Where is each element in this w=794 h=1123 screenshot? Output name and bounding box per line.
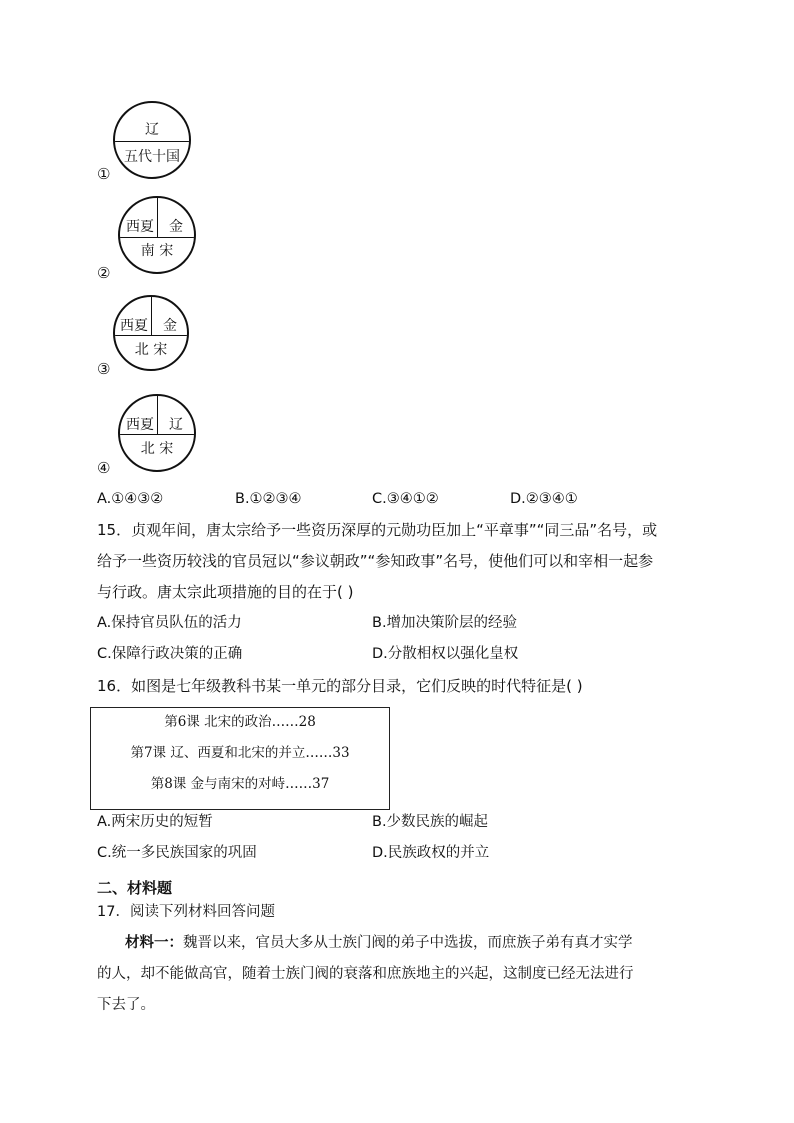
q16-toc-line-1: 第6课 北宋的政治……28: [164, 714, 316, 730]
diagram-4-top-right: 辽: [169, 417, 183, 433]
diagram-4-circle: [118, 394, 196, 472]
q16-option-c[interactable]: C.统一多民族国家的巩固: [97, 845, 257, 861]
material-1-line-1: [125, 933, 633, 953]
diagram-1-circle: [113, 101, 191, 179]
diagram-3-bottom: 北 宋: [134, 342, 168, 358]
diagram-4-bottom: 北 宋: [140, 441, 174, 457]
q16-option-b[interactable]: B.少数民族的崛起: [372, 814, 489, 830]
diagram-3-top-left: 西夏: [120, 318, 148, 334]
q15-stem-line-3: 与行政。唐太宗此项措施的目的在于( ): [97, 583, 354, 601]
diagram-1-label: ①: [97, 165, 111, 183]
q16-option-d[interactable]: D.民族政权的并立: [372, 845, 490, 861]
q16-toc-line-2: 第7课 辽、西夏和北宋的并立……33: [130, 745, 350, 761]
diagram-3-label: ③: [97, 360, 111, 378]
q15-stem-line-1: 15．贞观年间，唐太宗给予一些资历深厚的元勋功臣加上“平章事”“同三品”名号，或: [97, 521, 658, 539]
q15-option-a[interactable]: A.保持官员队伍的活力: [97, 615, 242, 631]
diagram-3-top-right: 金: [163, 318, 177, 334]
section-2-title: 二、材料题: [97, 879, 173, 897]
material-1-line-3: 下去了。: [97, 997, 155, 1013]
q15-option-b[interactable]: B.增加决策阶层的经验: [372, 615, 518, 631]
diagram-2-bottom: 南 宋: [140, 243, 174, 259]
diagram-2-label: ②: [97, 264, 111, 282]
material-1-text-1: 魏晋以来，官员大多从士族门阀的弟子中选拔，而庶族子弟有真才实学: [183, 935, 633, 951]
diagram-3-circle: [113, 295, 189, 371]
q14-option-d[interactable]: D.②③④①: [510, 491, 578, 507]
q15-stem-line-2: 给予一些资历较浅的官员冠以“参议朝政”“参知政事”名号，使他们可以和宰相一起参: [97, 552, 654, 570]
diagram-1-bottom: 五代十国: [124, 149, 180, 165]
q14-option-b[interactable]: B.①②③④: [235, 491, 302, 507]
q15-option-d[interactable]: D.分散相权以强化皇权: [372, 646, 519, 662]
diagram-2-top-right: 金: [169, 219, 183, 235]
q15-option-c[interactable]: C.保障行政决策的正确: [97, 646, 243, 662]
q14-option-c[interactable]: C.③④①②: [372, 491, 439, 507]
q14-option-a[interactable]: A.①④③②: [97, 491, 164, 507]
diagram-1-top: 辽: [145, 122, 159, 138]
diagram-4-top-left: 西夏: [126, 417, 154, 433]
material-1-line-2: 的人，却不能做高官，随着士族门阀的衰落和庶族地主的兴起，这制度已经无法进行: [97, 966, 634, 982]
diagram-2-top-left: 西夏: [126, 219, 154, 235]
q16-stem: 16．如图是七年级教科书某一单元的部分目录，它们反映的时代特征是( ): [97, 677, 583, 695]
q16-option-a[interactable]: A.两宋历史的短暂: [97, 814, 213, 830]
q17-stem: 17．阅读下列材料回答问题: [97, 904, 275, 920]
q16-toc-box: [90, 707, 390, 810]
q16-toc-line-3: 第8课 金与南宋的对峙……37: [150, 776, 330, 792]
diagram-2-circle: [118, 196, 196, 274]
diagram-4-label: ④: [97, 459, 111, 477]
material-1-label: 材料一：: [125, 934, 183, 951]
